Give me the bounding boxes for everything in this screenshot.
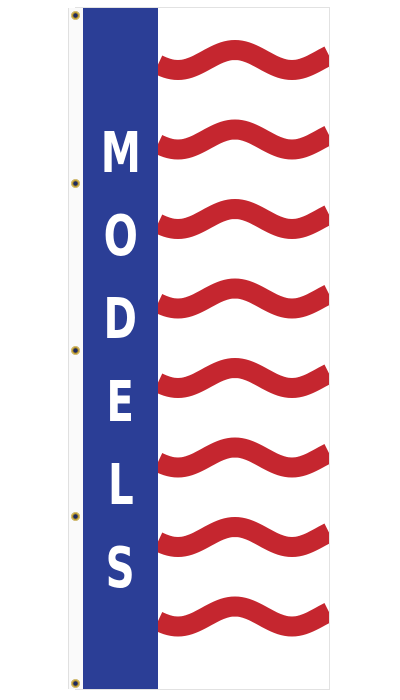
banner-letter: E [106,370,135,436]
red-wave-stripe [158,289,329,309]
grommet-icon [71,346,80,355]
grommet-icon [71,512,80,521]
wavy-stripes [158,8,329,689]
red-wave-stripe [158,368,329,388]
red-wave-stripe [158,448,329,468]
grommet-icon [71,11,80,20]
blue-text-panel [83,8,158,689]
banner-letter: M [100,120,141,186]
grommet-icon [71,679,80,688]
banner-letter: O [103,203,138,269]
red-wave-stripe [158,130,329,150]
banner-letter: D [103,286,138,352]
banner-letter: L [107,453,134,519]
red-wave-stripe [158,607,329,627]
banner-letter: S [105,536,136,602]
red-wave-stripe [158,50,329,70]
grommet-icon [71,179,80,188]
red-wave-stripe [158,209,329,229]
red-wave-stripe [158,527,329,547]
